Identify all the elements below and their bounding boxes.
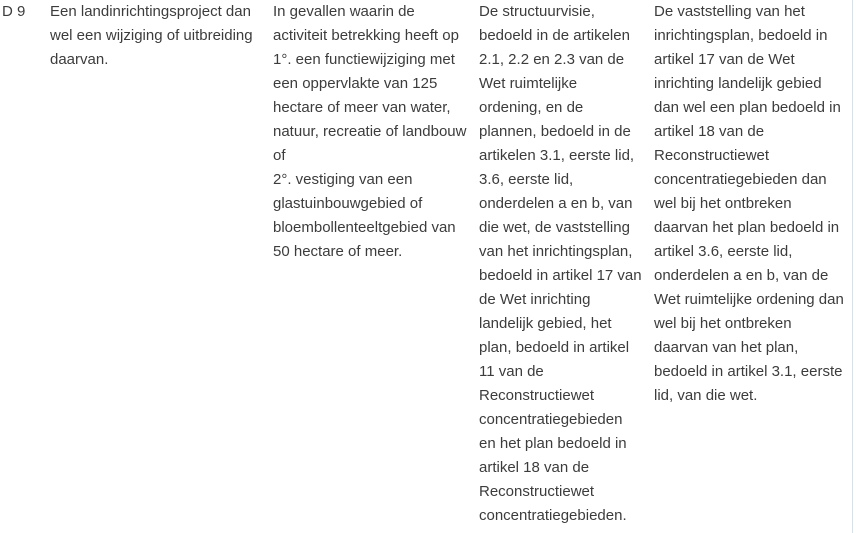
row-code-label: D 9 — [2, 3, 26, 20]
plans-cell: De structuurvisie, bedoeld in de artikelen 2.1, 2.2 en 2.3 van de Wet ruimtelijke ordening, en de plannen, bedoeld in de artikelen 3.1, eerste lid, 3.6, eerste lid, onderdelen a en b, van die wet, de vaststelling van het inrichtingsplan, bedoeld in artikel 17 van de Wet inrichting landelijk gebied, het plan, bedoeld in artikel 11 van de Reconstructiewet concentratiegebieden en het plan bedoeld in artikel 18 van de Reconstructiewet concentratiegebieden. — [479, 3, 642, 524]
decisions-cell: De vaststelling van het inrichtingsplan, bedoeld in artikel 17 van de Wet inrichting landelijk gebied dan wel een plan bedoeld in artikel 18 van de Reconstructiewet concentratiegebieden dan wel bij het ontbreken daarvan het plan bedoeld in artikel 3.6, eerste lid, onderdelen a en b, van de Wet ruimtelijke ordening dan wel bij het ontbreken daarvan van het plan, bedoeld in artikel 3.1, eerste lid, van die wet. — [654, 3, 844, 404]
cases-cell: In gevallen waarin de activiteit betrekking heeft op 1°. een functiewijziging met een oppervlakte van 125 hectare of meer van water, natuur, recreatie of landbouw of 2°. vestiging van een glastuinbouwgebied of bloembollenteeltgebied van 50 hectare of meer. — [273, 3, 467, 260]
activity-cell: Een landinrichtingsproject dan wel een wijziging of uitbreiding daarvan. — [50, 3, 253, 68]
